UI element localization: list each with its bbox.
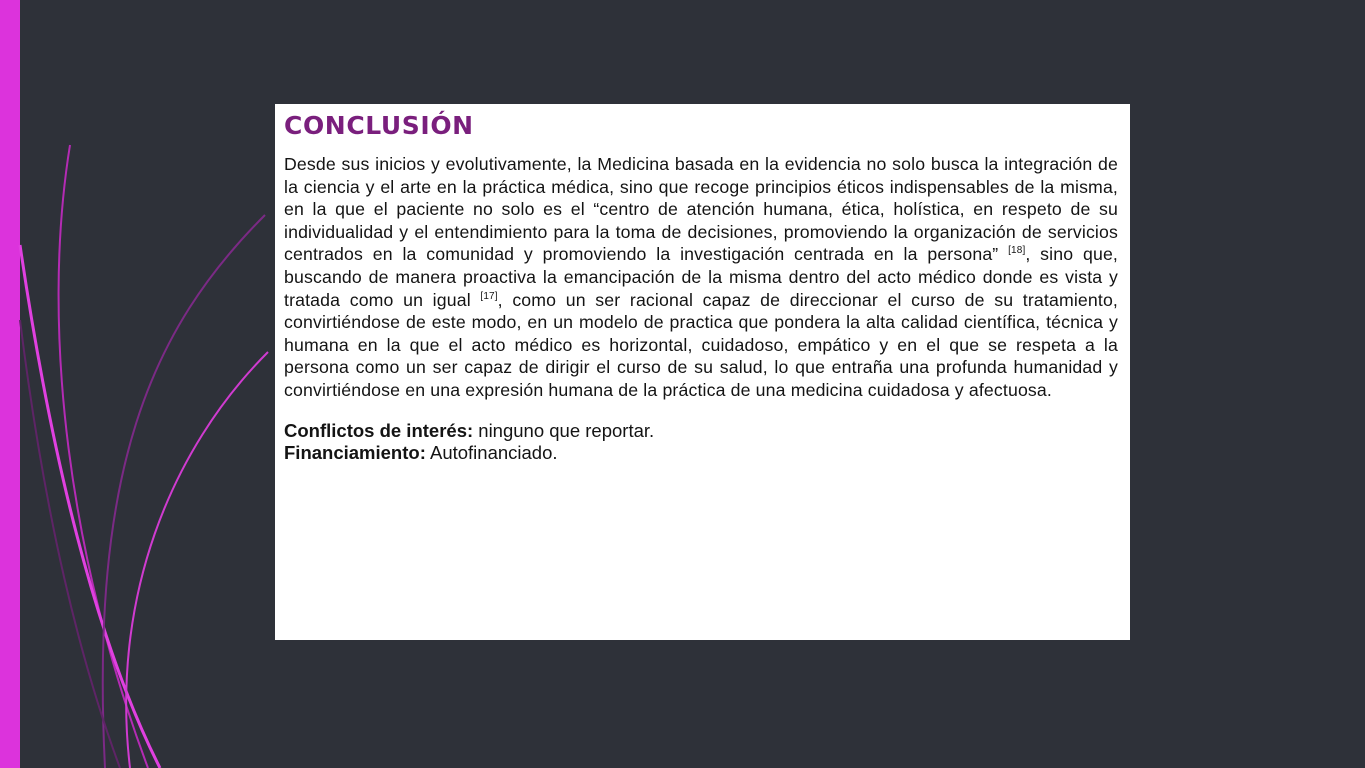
paragraph-text: , como un ser racional capaz de direccionar el curso de su tratamiento, convirtiéndose de este modo, en un modelo de practica que pondera la alta calidad científica, técnica y humana en la que el acto médico es horizontal, cuidadoso, empático y en el que se respeta a la persona como un ser capaz de dirigir el curso de su salud, lo que entraña una profunda humanidad y convirtiéndose en una expresión humana de la práctica de una medicina cuidadosa y afectuosa. <box>284 289 1118 400</box>
document-image <box>275 104 1130 640</box>
funding-value: Autofinanciado. <box>425 441 558 463</box>
curve-5 <box>20 320 120 768</box>
curve-4 <box>126 352 268 768</box>
conclusion-paragraph <box>284 153 1118 402</box>
footer-notes <box>284 420 1118 464</box>
citation-17: [17] <box>480 290 498 302</box>
decorative-curves <box>0 0 300 768</box>
curve-2 <box>20 245 160 768</box>
paragraph-text: Desde sus inicios y evolutivamente, la Medicina basada en la evidencia no solo busca la integración de la ciencia y el arte en la práctica médica, sino que recoge principios éticos indispensables de la misma, en la que el paciente no solo es el “centro de atención humana, ética, holística, en respeto de su individualidad y el entendimiento para la toma de decisiones, promoviendo la organización de servicios centrados en la comunidad y promoviendo la investigación centrada en la persona” <box>284 154 1118 265</box>
conflicts-line <box>284 420 1118 442</box>
paragraph-text: , sino que, buscando de manera proactiva la emancipación de la misma dentro del acto médico donde es vista y tratada como un igual <box>284 244 1118 310</box>
page-title: CONCLUSIÓN <box>284 111 474 140</box>
funding-line <box>284 442 1118 464</box>
funding-label: Financiamiento: <box>284 441 426 463</box>
citation-18: [18] <box>1008 245 1026 257</box>
conflicts-label: Conflictos de interés: <box>284 419 474 441</box>
conflicts-value: ninguno que reportar. <box>473 419 655 441</box>
